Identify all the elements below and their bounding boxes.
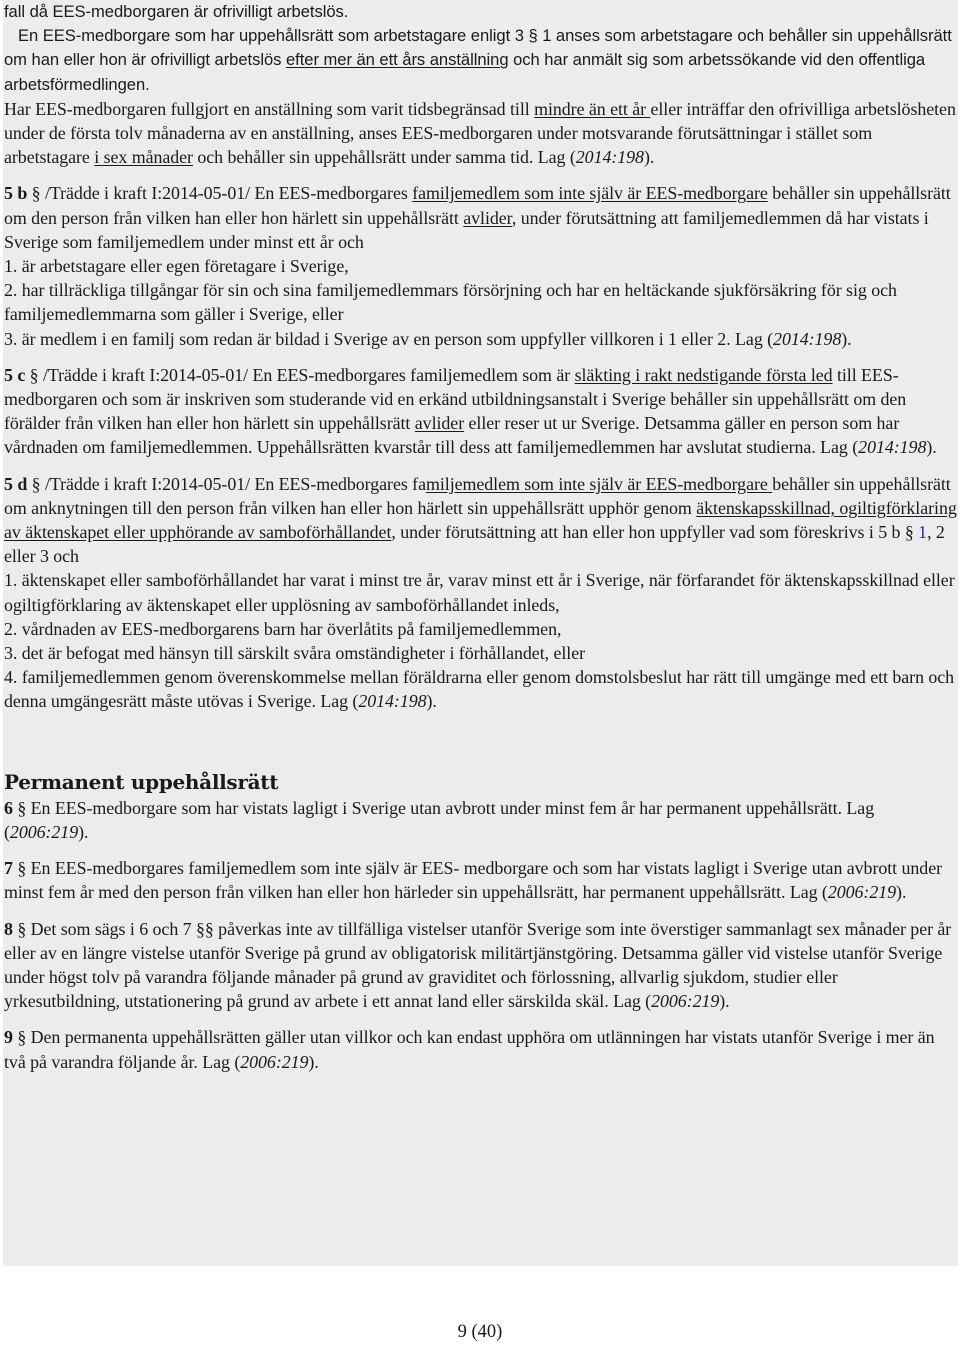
section-reference-link[interactable]: 1 [918,522,928,543]
law-reference: 2014:198 [575,147,644,168]
text-run: § Den permanenta uppehållsrätten gäller utan villkor och kan endast upphöra om utlänningen har vistats utanför Sverige i mer än två på varandra följande år. Lag ( [4,1027,935,1072]
text-run: ). [426,691,437,712]
text-run: ). [308,1051,319,1072]
text-run: 4. familjemedlemmen genom överenskommelse mellan föräldrarna eller genom domstolsbeslut har rätt till umgänge med ett barn och denna umgängesrätt måste utövas i Sverige. Lag ( [4,667,955,712]
underlined-phrase: avlider [463,207,512,228]
section-5d-intro [4,472,958,569]
list-item [4,665,958,713]
document-body [3,0,958,1074]
law-reference: 2014:198 [773,328,842,349]
text-run: eller reser ut ur Sverige. Detsamma gäller en person som har vårdnaden om familjemedlemmen. Uppehållsrätten kvarstår till dess att familjemedlemmen har avslutat studierna. Lag ( [4,413,900,458]
text-run: Har EES-medborgaren fullgjort en anställning som varit tidsbegränsad till [4,98,535,119]
list-item: 1. äktenskapet eller samboförhållandet har varat i minst tre år, varav minst ett år i Sverige, när förfarandet för äktenskapsskillnad eller ogiltigförklaring av äktenskapet eller upplösning av samboförhållandet inleds, [4,570,955,615]
text-run: och har anmält sig som arbetssökande vid den offentliga arbetsförmedlingen. [4,50,926,94]
list-item [4,327,958,351]
page-number: 9 (40) [457,1322,503,1342]
text-run: , under förutsättning att han eller hon uppfyller vad som föreskrivs i 5 b § [391,522,919,543]
paragraph-continuation: fall då EES-medborgaren är ofrivilligt arbetslös. [4,2,349,21]
law-reference: 2006:219 [9,821,79,842]
law-reference: 2014:198 [358,691,427,712]
list-item: 2. har tillräckliga tillgångar för sin och sina familjemedlemmars försörjning och har en heltäckande sjukförsäkring för sig och familjemedlemmarna som gäller i Sverige, eller [4,280,897,325]
section-number: 8 [4,918,13,939]
list-item: 3. det är befogat med hänsyn till särskilt svåra omständigheter i förhållandet, eller [4,643,585,664]
section-number: 6 [4,797,13,818]
text-run: ). [896,882,907,903]
section-number: 7 [4,858,13,879]
section-number: 5 b [4,183,28,204]
section-9 [4,1025,958,1073]
text-run: behåller sin uppehållsrätt om anknytningen till den person från vilken han eller hon härlett sin uppehållsrätt upphör genom [4,473,951,518]
text-run: ). [78,821,89,842]
law-reference: 2006:219 [827,882,897,903]
underlined-phrase: släkting i rakt nedstigande första led [574,364,833,385]
text-run: § Det som sägs i 6 och 7 §§ påverkas inte av tillfälliga vistelser utanför Sverige som inte överstiger sammanlagt sex månader per år eller av en längre vistelse utanför Sverige på grund av obligatorisk militärtjänstgöring. Detsamma gäller vid vistelse utanför Sverige under högst tolv på varandra följande månader på grund av graviditet och förlossning, allvarlig sjukdom, studier eller yrkesutbildning, utstationering på grund av arbete i ett annat land eller särskilda skäl. Lag ( [4,918,952,1012]
text-run: § /Trädde i kraft I:2014-05-01/ En EES-medborgares [27,183,413,204]
section-7 [4,856,958,904]
underlined-phrase: mindre än ett år [534,98,651,119]
section-number: 5 d [4,473,28,494]
text-run: , 2 eller 3 och [4,522,945,567]
section-number: 9 [4,1027,13,1048]
text-run: ). [841,328,852,349]
underlined-phrase: avlider [414,413,465,434]
list-item: 2. vårdnaden av EES-medborgarens barn har överlåtits på familjemedlemmen, [4,618,562,639]
underlined-phrase: miljemedlem som inte själv är EES-medborgare [425,473,773,494]
text-run: eller inträffar den ofrivilliga arbetslösheten under de första tolv månaderna av en anställning, anses EES-medborgaren under motsvarande förutsättningar i stället som arbetstagare [4,98,956,168]
text-run: , under förutsättning att familjemedlemmen då har vistats i Sverige som familjemedlem under minst ett år och [4,207,929,252]
text-run: En EES-medborgare som har uppehållsrätt som arbetstagare enligt 3 § 1 anses som arbetstagare och behåller sin uppehållsrätt om han eller hon är ofrivilligt arbetslös [4,26,952,70]
text-run: § En EES-medborgares familjemedlem som inte själv är EES- medborgare och som har vistats lagligt i Sverige utan avbrott under minst fem år med den person från vilken han eller hon härleder sin uppehållsrätt, har permanent uppehållsrätt. Lag ( [4,858,942,903]
document-page [3,0,958,1266]
law-reference: 2006:219 [240,1051,309,1072]
section-5c-text [4,363,958,460]
underlined-phrase: äktenskapsskillnad, ogiltigförklaring av äktenskapet eller upphörande av samboförhållandet [4,497,957,543]
text-run: 3. är medlem i en familj som redan är bildad i Sverige av en person som uppfyller villkoren i 1 eller 2. Lag ( [4,328,774,349]
text-run: § En EES-medborgare som har vistats lagligt i Sverige utan avbrott under minst fem år har permanent uppehållsrätt. Lag ( [4,797,875,842]
text-run: ). [926,437,937,458]
section-5c [4,363,958,460]
text-run: och behåller sin uppehållsrätt under samma tid. Lag ( [192,147,576,168]
underlined-phrase: familjemedlem som inte själv är EES-medborgare [412,183,768,204]
underlined-phrase: i sex månader [94,147,193,168]
section-5d [4,472,958,714]
paragraph-5a-second [4,97,958,170]
text-run: ). [719,991,730,1012]
paragraph-5a-first [4,24,958,97]
law-reference: 2014:198 [858,437,927,458]
text-run: § /Trädde i kraft I:2014-05-01/ En EES-medborgares fa [27,473,426,494]
section-5b-intro [4,181,958,254]
section-6 [4,796,958,844]
text-run: § /Trädde i kraft I:2014-05-01/ En EES-medborgares familjemedlem som är [25,364,575,385]
list-item: 1. är arbetstagare eller egen företagare i Sverige, [4,256,349,277]
section-number: 5 c [4,364,26,385]
text-run: ). [643,147,655,168]
underlined-phrase: efter mer än ett års anställning [285,50,509,70]
section-heading: Permanent uppehållsrätt [4,769,279,794]
section-5b [4,181,958,350]
text-run: till EES-medborgaren och som är inskriven som studerande vid en erkänd utbildningsanstalt i Sverige behåller sin uppehållsrätt om den förälder från vilken han eller hon härlett sin uppehållsrätt [4,364,907,434]
section-8 [4,917,958,1014]
text-run: behåller sin uppehållsrätt om den person från vilken han eller hon härlett sin uppehållsrätt [4,183,951,228]
law-reference: 2006:219 [651,991,720,1012]
